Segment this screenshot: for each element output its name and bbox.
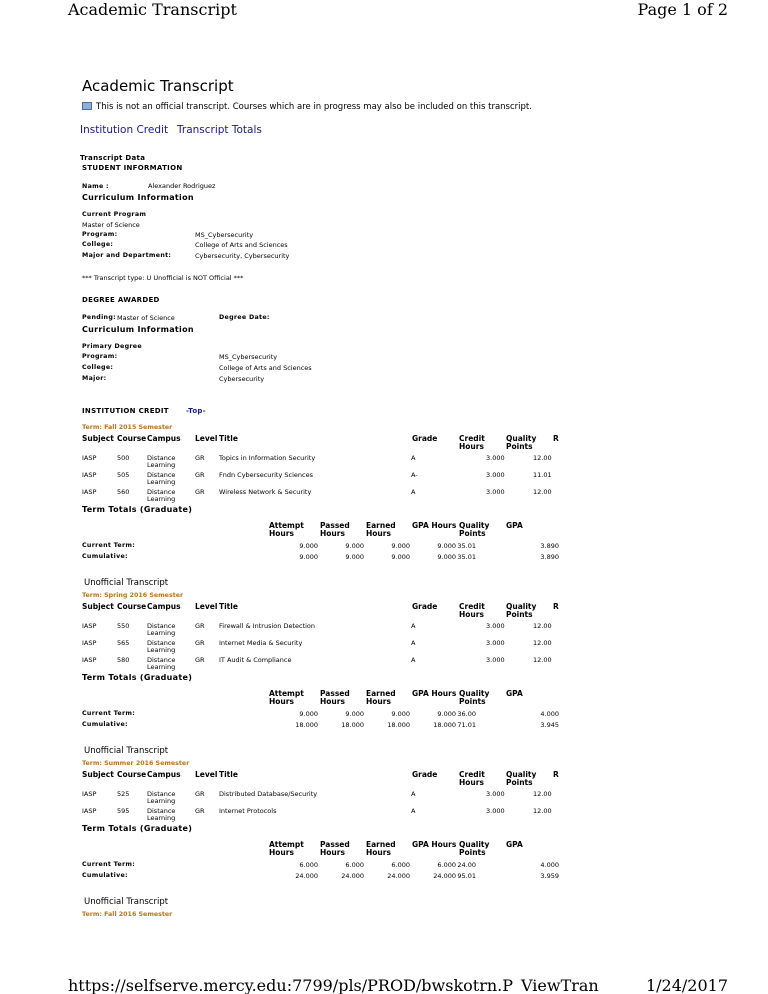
totals-quality: Quality — [459, 521, 490, 530]
col-course: Course — [117, 770, 147, 779]
course-title: Topics in Information Security — [219, 454, 316, 462]
current-program: Master of Science — [82, 221, 140, 229]
course-quality-points: 12.00 — [533, 488, 552, 496]
current-term-value: 4.000 — [540, 710, 559, 718]
course-quality-points: 12.00 — [533, 622, 552, 630]
cumulative-value: 35.01 — [457, 553, 476, 561]
print-header-page: Page 1 of 2 — [637, 0, 728, 19]
college-value: College of Arts and Sciences — [195, 241, 288, 249]
col-subject: Subject — [82, 434, 114, 443]
course-campus: Distance — [147, 790, 176, 798]
course-subject: IASP — [82, 488, 97, 496]
course-level: GR — [195, 790, 205, 798]
program-value: MS_Cybersecurity — [195, 231, 254, 239]
course-credit-hours: 3.000 — [486, 454, 505, 462]
course-campus-2: Learning — [147, 797, 176, 805]
totals-gpa-hours: GPA Hours — [412, 840, 457, 849]
totals-earned-hours: Hours — [366, 529, 391, 538]
course-quality-points: 12.00 — [533, 454, 552, 462]
course-title: Firewall & Intrusion Detection — [219, 622, 316, 630]
totals-earned: Earned — [366, 521, 396, 530]
totals-attempt-hours: Hours — [269, 697, 294, 706]
cumulative-value: 24.000 — [341, 872, 364, 880]
col-level: Level — [195, 770, 218, 779]
major-value: Cybersecurity — [219, 375, 265, 383]
unofficial-label: Unofficial Transcript — [84, 578, 169, 588]
cumulative-value: 18.000 — [295, 721, 318, 729]
pending-value: Master of Science — [117, 314, 175, 322]
col-r: R — [553, 770, 559, 779]
cumulative-value: 3.959 — [540, 872, 559, 880]
course-subject: IASP — [82, 454, 97, 462]
col-course: Course — [117, 434, 147, 443]
col-course: Course — [117, 602, 147, 611]
col-quality: Quality — [506, 602, 537, 611]
cumulative-label: Cumulative: — [82, 872, 128, 879]
course-number: 595 — [117, 807, 130, 815]
col-quality: Quality — [506, 434, 537, 443]
totals-quality-points: Points — [459, 529, 486, 538]
course-grade: A — [411, 622, 416, 630]
totals-gpa-hours: GPA Hours — [412, 689, 457, 698]
course-grade: A — [411, 656, 416, 664]
course-credit-hours: 3.000 — [486, 656, 505, 664]
program2-value: MS_Cybersecurity — [219, 353, 278, 361]
cumulative-value: 9.000 — [391, 553, 410, 561]
col-credit-hours: Hours — [459, 778, 484, 787]
course-grade: A — [411, 639, 416, 647]
current-term-value: 9.000 — [345, 710, 364, 718]
course-subject: IASP — [82, 471, 97, 479]
term-label: Term: Spring 2016 Semester — [82, 592, 184, 599]
current-term-value: 9.000 — [437, 542, 456, 550]
current-term-value: 9.000 — [391, 710, 410, 718]
current-term-label: Current Term: — [82, 710, 136, 717]
course-title: Wireless Network & Security — [219, 488, 312, 496]
course-quality-points: 12.00 — [533, 639, 552, 647]
course-credit-hours: 3.000 — [486, 471, 505, 479]
current-term-value: 9.000 — [437, 710, 456, 718]
cumulative-value: 18.000 — [341, 721, 364, 729]
col-campus: Campus — [147, 434, 181, 443]
cumulative-value: 9.000 — [299, 553, 318, 561]
totals-passed-hours: Hours — [320, 529, 345, 538]
unofficial-label: Unofficial Transcript — [84, 746, 169, 756]
disclaimer-text: This is not an official transcript. Courses which are in progress may also be included on this transcript. — [96, 102, 532, 112]
next-term-label: Term: Fall 2016 Semester — [82, 911, 173, 918]
institution-credit-link[interactable]: Institution Credit — [80, 124, 169, 136]
course-campus: Distance — [147, 639, 176, 647]
term-totals-heading: Term Totals (Graduate) — [82, 505, 193, 514]
col-credit-hours: Hours — [459, 610, 484, 619]
col-quality-points: Points — [506, 442, 533, 451]
col-subject: Subject — [82, 770, 114, 779]
col-level: Level — [195, 602, 218, 611]
course-level: GR — [195, 639, 205, 647]
cumulative-value: 3.890 — [540, 553, 559, 561]
totals-earned-hours: Hours — [366, 848, 391, 857]
pending-label: Pending: — [82, 314, 116, 321]
totals-attempt-hours: Hours — [269, 529, 294, 538]
course-title: Distributed Database/Security — [219, 790, 318, 798]
major-dept-label: Major and Department: — [82, 252, 172, 259]
col-title: Title — [219, 770, 238, 779]
print-footer-url: https://selfserve.mercy.edu:7799/pls/PROD/bwskotrn.P_ViewTran — [68, 976, 599, 994]
current-term-value: 36.00 — [457, 710, 476, 718]
totals-passed: Passed — [320, 689, 350, 698]
course-subject: IASP — [82, 656, 97, 664]
current-term-value: 24.00 — [457, 861, 476, 869]
course-number: 505 — [117, 471, 130, 479]
totals-quality-points: Points — [459, 697, 486, 706]
col-r: R — [553, 602, 559, 611]
col-r: R — [553, 434, 559, 443]
col-credit: Credit — [459, 434, 485, 443]
institution-credit-heading: INSTITUTION CREDIT — [82, 407, 169, 415]
totals-passed-hours: Hours — [320, 697, 345, 706]
primary-degree-label: Primary Degree — [82, 343, 142, 350]
current-term-value: 35.01 — [457, 542, 476, 550]
college-label: College: — [82, 241, 114, 248]
totals-passed: Passed — [320, 521, 350, 530]
course-title: Internet Media & Security — [219, 639, 303, 647]
degree-date-label: Degree Date: — [219, 314, 270, 321]
term-totals-heading: Term Totals (Graduate) — [82, 673, 193, 682]
course-campus-2: Learning — [147, 495, 176, 503]
course-campus-2: Learning — [147, 646, 176, 654]
course-campus: Distance — [147, 807, 176, 815]
course-quality-points: 11.01 — [533, 471, 552, 479]
totals-attempt-hours: Hours — [269, 848, 294, 857]
cumulative-value: 3.945 — [540, 721, 559, 729]
course-grade: A — [411, 790, 416, 798]
col-quality: Quality — [506, 770, 537, 779]
current-term-value: 4.000 — [540, 861, 559, 869]
totals-passed-hours: Hours — [320, 848, 345, 857]
current-term-value: 9.000 — [299, 710, 318, 718]
term-label: Term: Summer 2016 Semester — [82, 760, 190, 767]
curriculum-heading: Curriculum Information — [82, 193, 194, 202]
col-title: Title — [219, 602, 238, 611]
totals-quality: Quality — [459, 840, 490, 849]
totals-quality-points: Points — [459, 848, 486, 857]
student-info-heading: STUDENT INFORMATION — [82, 164, 183, 172]
curriculum-heading-2: Curriculum Information — [82, 325, 194, 334]
course-grade: A — [411, 454, 416, 462]
course-credit-hours: 3.000 — [486, 622, 505, 630]
cumulative-value: 24.000 — [387, 872, 410, 880]
cumulative-value: 24.000 — [433, 872, 456, 880]
course-level: GR — [195, 622, 205, 630]
college2-label: College: — [82, 364, 114, 371]
course-campus-2: Learning — [147, 814, 176, 822]
course-campus: Distance — [147, 471, 176, 479]
current-term-value: 6.000 — [299, 861, 318, 869]
course-level: GR — [195, 656, 205, 664]
name-label: Name : — [82, 183, 109, 190]
course-campus: Distance — [147, 622, 176, 630]
course-campus: Distance — [147, 454, 176, 462]
current-term-value: 9.000 — [299, 542, 318, 550]
college2-value: College of Arts and Sciences — [219, 364, 312, 372]
col-campus: Campus — [147, 770, 181, 779]
col-grade: Grade — [412, 770, 438, 779]
print-footer-date: 1/24/2017 — [645, 976, 728, 994]
course-quality-points: 12.00 — [533, 656, 552, 664]
major-dept-value: Cybersecurity, Cybersecurity — [195, 252, 290, 260]
course-subject: IASP — [82, 790, 97, 798]
current-term-value: 9.000 — [391, 542, 410, 550]
course-campus-2: Learning — [147, 461, 176, 469]
col-title: Title — [219, 434, 238, 443]
col-grade: Grade — [412, 434, 438, 443]
col-grade: Grade — [412, 602, 438, 611]
cumulative-label: Cumulative: — [82, 721, 128, 728]
course-subject: IASP — [82, 807, 97, 815]
course-grade: A — [411, 807, 416, 815]
col-campus: Campus — [147, 602, 181, 611]
course-number: 565 — [117, 639, 130, 647]
course-number: 500 — [117, 454, 130, 462]
totals-gpa: GPA — [506, 840, 523, 849]
cumulative-label: Cumulative: — [82, 553, 128, 560]
col-credit: Credit — [459, 770, 485, 779]
course-title: IT Audit & Compliance — [219, 656, 292, 664]
course-credit-hours: 3.000 — [486, 807, 505, 815]
term-totals-heading: Term Totals (Graduate) — [82, 824, 193, 833]
note-icon — [82, 102, 92, 110]
course-number: 525 — [117, 790, 130, 798]
major-label: Major: — [82, 375, 107, 382]
course-credit-hours: 3.000 — [486, 639, 505, 647]
col-level: Level — [195, 434, 218, 443]
course-credit-hours: 3.000 — [486, 790, 505, 798]
course-credit-hours: 3.000 — [486, 488, 505, 496]
current-program-label: Current Program — [82, 211, 147, 218]
course-campus-2: Learning — [147, 478, 176, 486]
course-subject: IASP — [82, 622, 97, 630]
totals-attempt: Attempt — [269, 840, 304, 849]
course-campus-2: Learning — [147, 629, 176, 637]
totals-gpa: GPA — [506, 521, 523, 530]
cumulative-value: 9.000 — [345, 553, 364, 561]
totals-quality: Quality — [459, 689, 490, 698]
current-term-value: 6.000 — [437, 861, 456, 869]
totals-earned: Earned — [366, 689, 396, 698]
transcript-type: *** Transcript type: U Unofficial is NOT Official *** — [82, 274, 244, 282]
course-level: GR — [195, 471, 205, 479]
cumulative-value: 18.000 — [387, 721, 410, 729]
col-subject: Subject — [82, 602, 114, 611]
col-credit: Credit — [459, 602, 485, 611]
transcript-totals-link[interactable]: Transcript Totals — [177, 124, 262, 136]
course-quality-points: 12.00 — [533, 807, 552, 815]
course-level: GR — [195, 454, 205, 462]
totals-earned: Earned — [366, 840, 396, 849]
course-number: 580 — [117, 656, 130, 664]
degree-awarded-heading: DEGREE AWARDED — [82, 296, 160, 304]
disclaimer-note — [82, 102, 532, 112]
transcript-data-label: Transcript Data — [80, 154, 146, 162]
col-quality-points: Points — [506, 778, 533, 787]
term-label: Term: Fall 2015 Semester — [82, 424, 173, 431]
cumulative-value: 24.000 — [295, 872, 318, 880]
totals-gpa-hours: GPA Hours — [412, 521, 457, 530]
page-title: Academic Transcript — [82, 77, 234, 95]
course-campus: Distance — [147, 488, 176, 496]
col-quality-points: Points — [506, 610, 533, 619]
print-header-title: Academic Transcript — [68, 0, 237, 19]
program2-label: Program: — [82, 353, 118, 360]
course-grade: A- — [411, 471, 418, 479]
current-term-value: 6.000 — [391, 861, 410, 869]
course-level: GR — [195, 807, 205, 815]
current-term-value: 9.000 — [345, 542, 364, 550]
course-campus-2: Learning — [147, 663, 176, 671]
totals-attempt: Attempt — [269, 689, 304, 698]
totals-gpa: GPA — [506, 689, 523, 698]
unofficial-label-last: Unofficial Transcript — [84, 897, 169, 907]
student-name: Alexander Rodriguez — [148, 182, 216, 190]
top-link[interactable]: -Top- — [186, 407, 206, 415]
course-title: Internet Protocols — [219, 807, 277, 815]
cumulative-value: 9.000 — [437, 553, 456, 561]
col-credit-hours: Hours — [459, 442, 484, 451]
course-grade: A — [411, 488, 416, 496]
current-term-value: 3.890 — [540, 542, 559, 550]
current-term-value: 6.000 — [345, 861, 364, 869]
current-term-label: Current Term: — [82, 861, 136, 868]
current-term-label: Current Term: — [82, 542, 136, 549]
program-label: Program: — [82, 231, 118, 238]
course-number: 560 — [117, 488, 130, 496]
cumulative-value: 71.01 — [457, 721, 476, 729]
course-subject: IASP — [82, 639, 97, 647]
cumulative-value: 18.000 — [433, 721, 456, 729]
course-campus: Distance — [147, 656, 176, 664]
totals-passed: Passed — [320, 840, 350, 849]
course-quality-points: 12.00 — [533, 790, 552, 798]
course-number: 550 — [117, 622, 130, 630]
course-title: Fndn Cybersecurity Sciences — [219, 471, 313, 479]
totals-attempt: Attempt — [269, 521, 304, 530]
totals-earned-hours: Hours — [366, 697, 391, 706]
cumulative-value: 95.01 — [457, 872, 476, 880]
course-level: GR — [195, 488, 205, 496]
